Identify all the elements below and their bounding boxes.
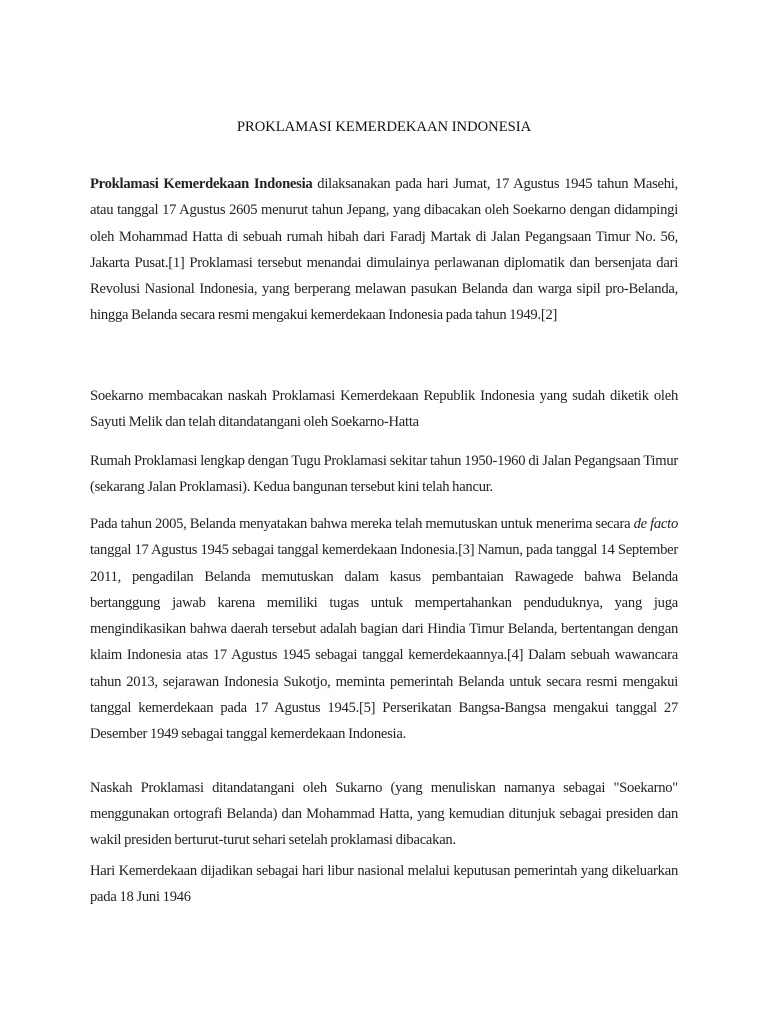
paragraph-4-text-before: Pada tahun 2005, Belanda menyatakan bahwa mereka telah memutuskan untuk menerima secara xyxy=(90,516,634,532)
paragraph-1-lead: Proklamasi Kemerdekaan Indonesia xyxy=(90,176,313,192)
document-title: PROKLAMASI KEMERDEKAAN INDONESIA xyxy=(236,119,532,135)
paragraph-4 xyxy=(90,511,678,748)
paragraph-2: Soekarno membacakan naskah Proklamasi Kemerdekaan Republik Indonesia yang sudah diketik oleh Sayuti Melik dan telah ditandatangani oleh Soekarno-Hatta xyxy=(90,388,678,431)
paragraph-4-text-after: tanggal 17 Agustus 1945 sebagai tanggal kemerdekaan Indonesia.[3] Namun, pada tanggal 14 September 2011, pengadilan Belanda memutuskan dalam kasus pembantaian Rawagede bahwa Belanda bertanggung jawab karena memiliki tugas untuk mempertahankan penduduknya, yang juga mengindikasikan bahwa daerah tersebut adalah bagian dari Hindia Timur Belanda, bertentangan dengan klaim Indonesia atas 17 Agustus 1945 sebagai tanggal kemerdekaannya.[4] Dalam sebuah wawancara tahun 2013, sejarawan Indonesia Sukotjo, meminta pemerintah Belanda untuk secara resmi mengakui tanggal kemerdekaan pada 17 Agustus 1945.[5] Perserikatan Bangsa-Bangsa mengakui tanggal 27 Desember 1949 sebagai tanggal kemerdekaan Indonesia. xyxy=(90,542,678,743)
paragraph-3: Rumah Proklamasi lengkap dengan Tugu Proklamasi sekitar tahun 1950-1960 di Jalan Pegangsaan Timur (sekarang Jalan Proklamasi). Kedua bangunan tersebut kini telah hancur. xyxy=(90,453,678,496)
paragraph-5: Naskah Proklamasi ditandatangani oleh Sukarno (yang menuliskan namanya sebagai "Soekarno" menggunakan ortografi Belanda) dan Mohammad Hatta, yang kemudian ditunjuk sebagai presiden dan wakil presiden berturut-turut sehari setelah proklamasi dibacakan. xyxy=(90,780,678,849)
paragraph-4-italic-term: de facto xyxy=(633,516,679,532)
paragraph-1-text: dilaksanakan pada hari Jumat, 17 Agustus 1945 tahun Masehi, atau tanggal 17 Agustus 2605 menurut tahun Jepang, yang dibacakan oleh Soekarno dengan didampingi oleh Mohammad Hatta di sebuah rumah hibah dari Faradj Martak di Jalan Pegangsaan Timur No. 56, Jakarta Pusat.[1] Proklamasi tersebut menandai dimulainya perlawanan diplomatik dan bersenjata dari Revolusi Nasional Indonesia, yang berperang melawan pasukan Belanda dan warga sipil pro-Belanda, hingga Belanda secara resmi mengakui kemerdekaan Indonesia pada tahun 1949.[2] xyxy=(90,176,678,324)
paragraph-1 xyxy=(90,171,678,329)
paragraph-6: Hari Kemerdekaan dijadikan sebagai hari libur nasional melalui keputusan pemerintah yang dikeluarkan pada 18 Juni 1946 xyxy=(90,863,678,906)
